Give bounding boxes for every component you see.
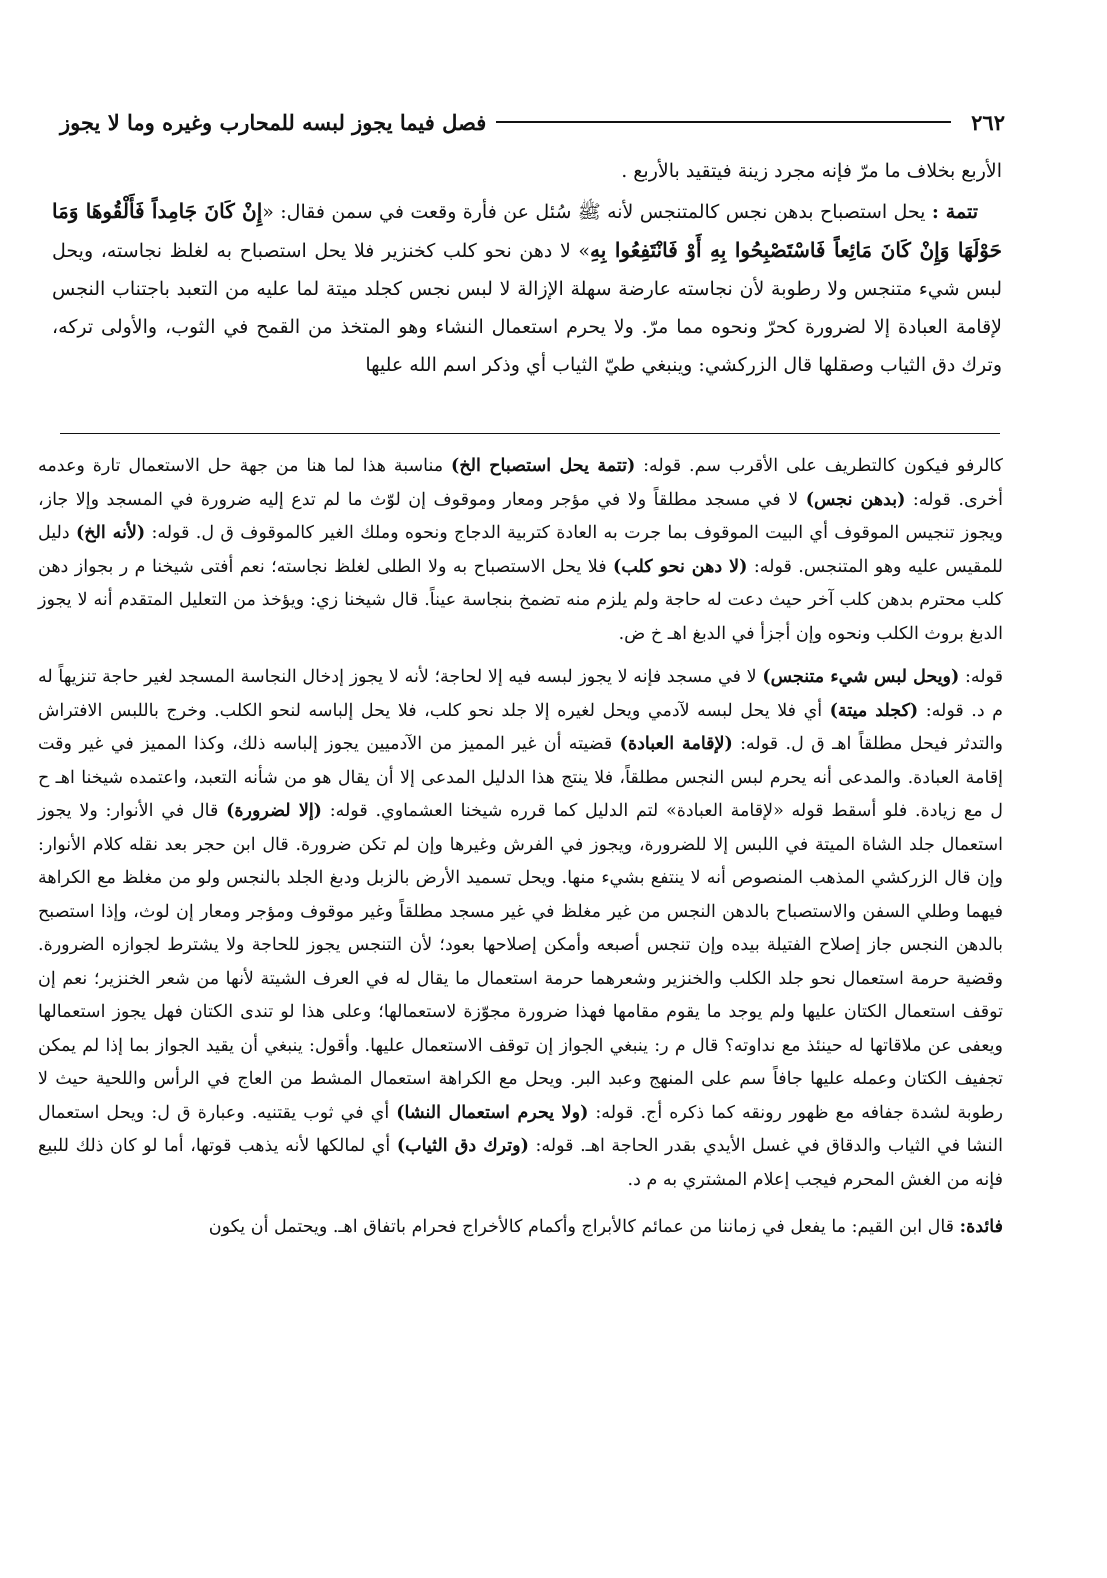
main-paragraph-2-a: يحل استصباح بدهن نجس كالمتنجس لأنه ﷺ سُئل عن فأرة وقعت في سمن فقال: « <box>262 201 932 223</box>
commentary-lemma: (بدهن نجس) <box>805 489 906 510</box>
commentary-text: قضيته أن غير المميز من الآدميين يجوز إلباسه ذلك، وكذا المميز في غير وقت إقامة العبادة. والمدعى أنه يحرم لبس النجس مطلقاً، فلا ينتج هذا الدليل المدعى إلا أن يقال هو من شأنه التعبد، واعتمده شيخنا اهـ ح ل مع زيادة. فلو أسقط قوله «لإقامة العبادة» لتم الدليل كما قرره شيخنا العشماوي. قوله: <box>38 734 1004 821</box>
commentary-text: مناسبة هذا لما هنا من جهة حل الاستعمال تارة وعدمه أخرى. قوله: <box>38 456 1003 510</box>
commentary-text: قال في الأنوار: ولا يجوز استعمال جلد الشاة الميتة في اللبس إلا للضرورة، ويجوز في الفرش وغيرها وإن لم تكن ضرورة. قال ابن حجر بعد نقله كلام الأنوار: وإن قال الزركشي المذهب المنصوص أنه لا ينتفع بشيء منها. ويحل تسميد الأرض بالزبل ودبغ الجلد بالنجس ولو من مغلظ مع الكراهة فيهما وطلي السفن والاستصباح بالدهن النجس من غير مغلظ في غير مسجد مطلقاً وغير موقوف ومؤجر ومعار إن لوث، وإذا استصبح بالدهن النجس جاز إصلاح الفتيلة بيده وإن تنجس أصبعه وأمكن إصلاحها بعود؛ لأن التنجس يجوز للحاجة ولا يشترط لجوازه الضرورة. وقضية حرمة استعمال نحو جلد الكلب والخنزير وشعرهما حرمة استعمال ما يقال له في العرف الشيتة لأنها من شعر الخنزير؛ نعم إن توقف استعمال الكتان عليها ولم يوجد ما يقوم مقامها فهذا ضرورة مجوّزة لاستعمالها؛ وعلى هذا لو تندى الكتان فهل يجوز استعمالها ويعفى عن ملاقاتها له حينئذ مع نداوته؟ قال م ر: ينبغي الجواز إن توقف الاستعمال عليها. وأقول: ينبغي أن يقيد الجواز بما إذا لم يمكن تجفيف الكتان وعمله عليها جافاً سم على المنهج وعبد البر. ويحل مع الكراهة استعمال المشط من العاج في الرأس واللحية حيث لا رطوبة لشدة جفافه مع ظهور رونقه كما ذكره أج. قوله: <box>38 801 1004 1123</box>
commentary-lemma: (وترك دق الثياب) <box>396 1136 529 1156</box>
commentary-lemma: (لإقامة العبادة) <box>619 734 733 754</box>
page-header <box>60 102 1005 142</box>
commentary-text: قال ابن القيم: ما يفعل في زماننا من عمائم كالأبراج وأكمام كالأخراج فحرام باتفاق اهـ. ويحتمل أن يكون <box>208 1217 960 1237</box>
running-title: فصل فيما يجوز لبسه للمحارب وغيره وما لا يجوز <box>60 109 487 135</box>
main-paragraph-2 <box>52 192 1002 384</box>
commentary-lemma: (كجلد ميتة) <box>829 700 919 721</box>
commentary-paragraph-1 <box>38 450 1003 651</box>
commentary-text: أي لمالكها لأنه يذهب قوتها، أما لو كان ذلك للبيع فإنه من الغش المحرم فيجب إعلام المشتري به م د. <box>38 1136 1003 1190</box>
commentary <box>38 450 1003 1245</box>
commentary-lemma: (إلا لضرورة) <box>226 801 322 821</box>
footnote-divider <box>60 433 1000 434</box>
commentary-text: فلا يحل الاستصباح به ولا الطلى لغلظ نجاسته؛ نعم أفتى شيخنا م ر بجواز دهن كلب محترم بدهن كلب آخر حيث دعت له حاجة ولم يلزم منه تضمخ بنجاسة عيناً. قال شيخنا زي: ويؤخذ من التعليل المتقدم أنه لا يجوز الدبغ بروث الكلب ونحوه وإن أجزأ في الدبغ اهـ خ ض. <box>38 556 1003 644</box>
commentary-paragraph-3 <box>38 1211 1003 1245</box>
commentary-text: أي فلا يحل لبسه لآدمي ويحل لغيره إلا جلد نحو كلب، فلا يحل إلباسه لنحو الكلب. وخرج باللبس الافتراش والتدثر فيحل مطلقاً اهـ ق ل. قوله: <box>38 700 1003 754</box>
page-number: ٢٦٢ <box>971 109 1005 135</box>
hadith-quote: إِنْ كَانَ جَامِداً فَأَلْقُوهَا وَمَا حَوْلَهَا وَإِنْ كَانَ مَائِعاً فَاسْتَصْبِحُوا بِهِ أَوْ فَانْتَفِعُوا بِهِ <box>52 199 1003 262</box>
header-rule <box>496 121 951 123</box>
commentary-lemma: (ويحل لبس شيء متنجس) <box>762 667 960 687</box>
commentary-lemma: (ولا يحرم استعمال النشا) <box>396 1102 589 1123</box>
commentary-text: دليل للمقيس عليه وهو المتنجس. قوله: <box>38 523 1003 577</box>
commentary-paragraph-2 <box>38 661 1003 1197</box>
commentary-lemma: (لأنه الخ) <box>75 523 146 543</box>
commentary-text: لا في مسجد فإنه لا يجوز لبسه فيه إلا لحاجة؛ لأنه لا يجوز إدخال النجاسة المسجد لغير حاجة تنزيهاً له م د. قوله: <box>38 667 1003 721</box>
main-paragraph-2-b: » لا دهن نحو كلب كخنزير فلا يحل استصباح به لغلظ نجاسته، ويحل لبس شيء متنجس ولا رطوبة لأن نجاسته عارضة سهلة الإزالة لا لبس نجس كجلد ميتة لما عليه من التعبد باجتناب النجس لإقامة العبادة إلا لضرورة كحرّ ونحوه مما مرّ. ولا يحرم استعمال النشاء وهو المتخذ من القمح في الثوب، والأولى تركه، وترك دق الثياب وصقلها قال الزركشي: وينبغي طيّ الثياب أي وذكر اسم الله عليها <box>52 240 1002 376</box>
main-text <box>52 152 1002 386</box>
commentary-text: قوله: <box>959 667 1003 687</box>
commentary-text: أي في ثوب يقتنيه. وعبارة ق ل: ويحل استعمال النشا في الثياب والدقاق في غسل الأيدي بقدر الحاجة اهـ. قوله: <box>38 1102 1003 1156</box>
main-paragraph-1: الأربع بخلاف ما مرّ فإنه مجرد زينة فيتقيد بالأربع . <box>621 160 1002 182</box>
commentary-lemma: (لا دهن نحو كلب) <box>613 556 748 577</box>
commentary-lemma: (تتمة يحل استصباح الخ) <box>451 456 636 476</box>
tatimma-label: تتمة : <box>931 201 978 223</box>
commentary-text: لا في مسجد مطلقاً ولا في مؤجر ومعار وموقوف إن لوّث ما لم تدع إليه ضرورة في المسجد وإلا جاز، ويجوز تنجيس الموقوف أي البيت الموقوف بما جرت به العادة كتربية الدجاج ونحوه وملك الغير كالموقوف ق ل. قوله: <box>38 489 1003 543</box>
commentary-lemma: فائدة: <box>959 1217 1003 1237</box>
commentary-text: كالرفو فيكون كالتطريف على الأقرب سم. قوله: <box>635 456 1003 476</box>
